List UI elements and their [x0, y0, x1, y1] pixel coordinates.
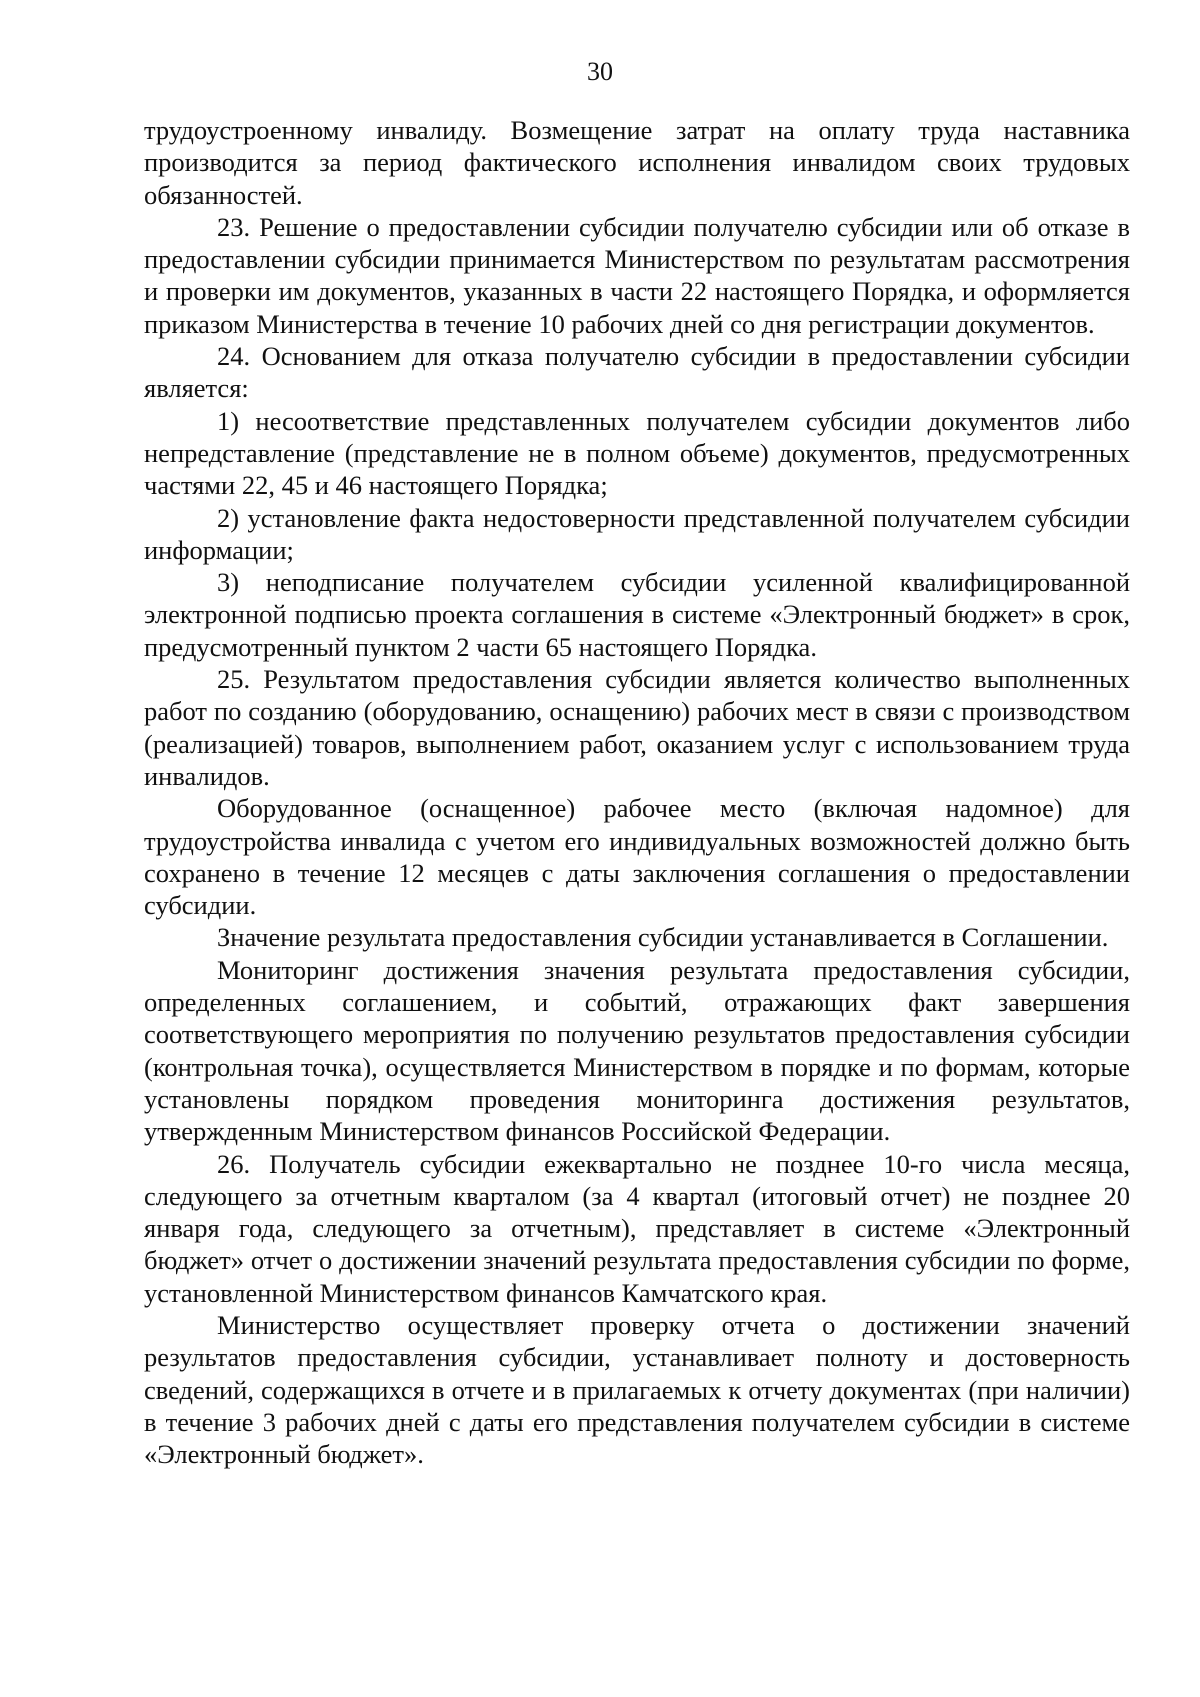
paragraph-6: 3) неподписание получателем субсидии усиленной квалифицированной электронной подписью проекта соглашения в системе «Электронный бюджет» в срок, предусмотренный пунктом 2 части 65 настоящего Порядка.: [144, 567, 1130, 662]
paragraph-12: Министерство осуществляет проверку отчета о достижении значений результатов предоставления субсидии, устанавливает полноту и достоверность сведений, содержащихся в отчете и в прилагаемых к отчету документах (при наличии) в течение 3 рабочих дней с даты его представления получателем субсидии в системе «Электронный бюджет».: [144, 1309, 1130, 1470]
paragraph-2: 23. Решение о предоставлении субсидии получателю субсидии или об отказе в предоставлении субсидии принимается Министерством по результатам рассмотрения и проверки им документов, указанных в части 22 настоящего Порядка, и оформляется приказом Министерства в течение 10 рабочих дней со дня регистрации документов.: [144, 211, 1130, 339]
paragraph-1: трудоустроенному инвалиду. Возмещение затрат на оплату труда наставника производится за период фактического исполнения инвалидом своих трудовых обязанностей.: [144, 115, 1130, 210]
document-body: [144, 114, 1130, 1470]
page-number: 30: [587, 57, 613, 86]
paragraph-7: 25. Результатом предоставления субсидии является количество выполненных работ по созданию (оборудованию, оснащению) рабочих мест в связи с производством (реализацией) товаров, выполнением работ, оказанием услуг с использованием труда инвалидов.: [144, 664, 1130, 791]
paragraph-4: 1) несоответствие представленных получателем субсидии документов либо непредставление (представление не в полном объеме) документов, предусмотренных частями 22, 45 и 46 настоящего Порядка;: [144, 405, 1130, 501]
paragraph-9: Значение результата предоставления субсидии устанавливается в Соглашении.: [217, 922, 1109, 953]
paragraph-5: 2) установление факта недостоверности представленной получателем субсидии информации;: [144, 502, 1130, 565]
paragraph-11: 26. Получатель субсидии ежеквартально не позднее 10-го числа месяца, следующего за отчетным кварталом (за 4 квартал (итоговый отчет) не позднее 20 января года, следующего за отчетным), представляет в системе «Электронный бюджет» отчет о достижении значений результата предоставления субсидии по форме, установленной Министерством финансов Камчатского края.: [144, 1148, 1130, 1308]
paragraph-10: Мониторинг достижения значения результата предоставления субсидии, определенных соглашением, и событий, отражающих факт завершения соответствующего мероприятия по получению результатов предоставления субсидии (контрольная точка), осуществляется Министерством в порядке и по формам, которые установлены порядком проведения мониторинга достижения результатов, утвержденным Министерством финансов Российской Федерации.: [144, 954, 1130, 1147]
paragraph-3: 24. Основанием для отказа получателю субсидии в предоставлении субсидии является:: [144, 341, 1130, 404]
paragraph-8: Оборудованное (оснащенное) рабочее место (включая надомное) для трудоустройства инвалида с учетом его индивидуальных возможностей должно быть сохранено в течение 12 месяцев с даты заключения соглашения о предоставлении субсидии.: [144, 793, 1130, 921]
